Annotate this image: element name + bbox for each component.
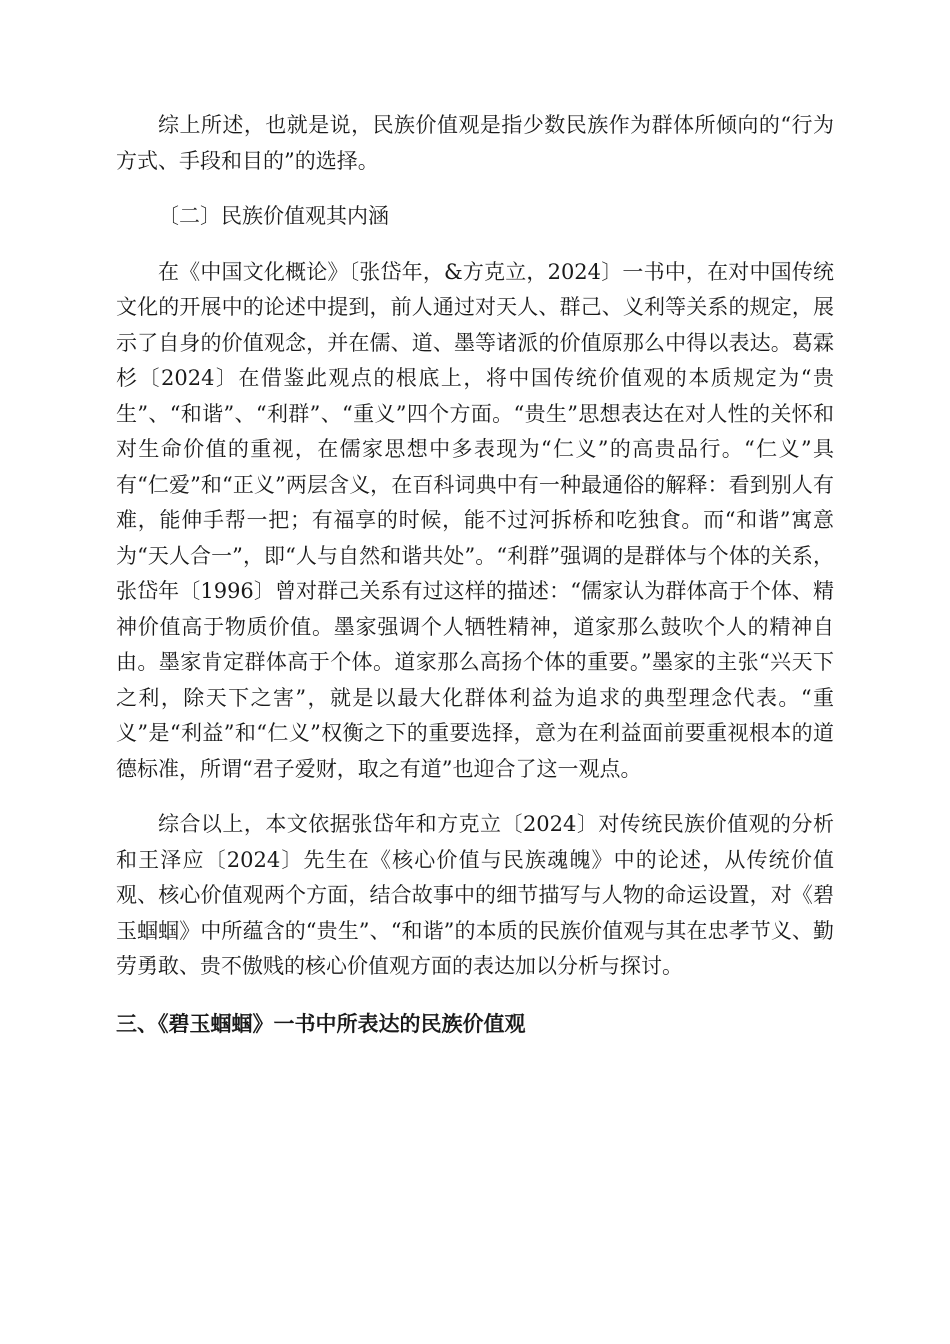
paragraph-synthesis: 综合以上，本文依据张岱年和方克立〔2024〕对传统民族价值观的分析和王泽应〔2024〕先生在《核心价值与民族魂魄》中的论述，从传统价值观、核心价值观两个方面，结合故事中的细节描写与人物的命运设置，对《碧玉蝈蝈》中所蕴含的“贵生”、“和谐”的本质的民族价值观与其在忠孝节义、勤劳勇敢、贵不傲贱的核心价值观方面的表达加以分析与探讨。 <box>116 812 834 978</box>
paragraph-connotation: 在《中国文化概论》〔张岱年，&方克立，2024〕一书中，在对中国传统文化的开展中的论述中提到，前人通过对天人、群己、义利等关系的规定，展示了自身的价值观念，并在儒、道、墨等诸派的价值原那么中得以表达。葛霖杉〔2024〕在借鉴此观点的根底上，将中国传统价值观的本质规定为“贵生”、“和谐”、“利群”、“重义”四个方面。“贵生”思想表达在对人性的关怀和对生命价值的重视，在儒家思想中多表现为“仁义”的高贵品行。“仁义”具有“仁爱”和“正义”两层含义，在百科词典中有一种最通俗的解释：看到别人有难，能伸手帮一把；有福享的时候，能不过河拆桥和吃独食。而“和谐”寓意为“天人合一”，即“人与自然和谐共处”。“利群”强调的是群体与个体的关系，张岱年〔1996〕曾对群己关系有过这样的描述：“儒家认为群体高于个体、精神价值高于物质价值。墨家强调个人牺牲精神，道家那么鼓吹个人的精神自由。墨家肯定群体高于个体。道家那么高扬个体的重要。”墨家的主张“兴天下之利，除天下之害”，就是以最大化群体利益为追求的典型理念代表。“重义”是“利益”和“仁义”权衡之下的重要选择，意为在利益面前要重视根本的道德标准，所谓“君子爱财，取之有道”也迎合了这一观点。 <box>116 259 834 781</box>
document-body <box>116 108 834 1042</box>
paragraph-summary: 综上所述，也就是说，民族价值观是指少数民族作为群体所倾向的“行为方式、手段和目的”的选择。 <box>116 113 834 173</box>
section-heading: 三、《碧玉蝈蝈》一书中所表达的民族价值观 <box>116 1011 526 1036</box>
subheading-connotation: 〔二〕民族价值观其内涵 <box>158 204 389 228</box>
